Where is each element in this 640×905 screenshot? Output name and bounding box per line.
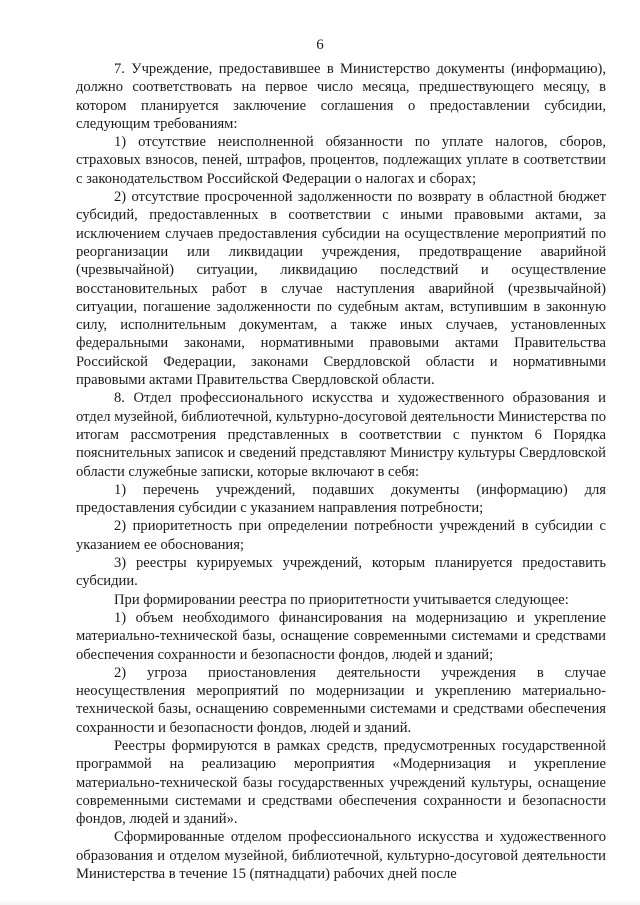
paragraph-clause-8-item-2: 2) приоритетность при определении потребности учреждений в субсидии с указанием ее обоснования; [76,518,606,553]
paragraph-registers: Реестры формируются в рамках средств, предусмотренных государственной программой на реализацию мероприятия «Модернизация и укрепление материально-технической базы государственных учреждений культуры, оснащение современными системами и средствами обеспечения сохранности и безопасности фондов, людей и зданий». [76,737,606,828]
paragraph-clause-8-item-1: 1) перечень учреждений, подавших документы (информацию) для предоставления субсидии с указанием направления потребности; [76,481,606,517]
document-body [76,60,606,883]
paragraph-formed-registers: Сформированные отделом профессионального искусства и художественного образования и отделом музейной, библиотечной, культурно-досуговой деятельности Министерства в течение 15 (пятнадцати) рабочих дней после [76,829,606,883]
paragraph-clause-8-item-3: 3) реестры курируемых учреждений, которым планируется предоставить субсидии. [76,555,606,590]
paragraph-priority-intro: При формировании реестра по приоритетности учитывается следующее: [114,591,569,608]
scan-bottom-edge [0,899,640,905]
paragraph-clause-7: 7. Учреждение, предоставившее в Министерство документы (информацию), должно соответствовать на первое число месяца, предшествующего месяцу, в котором планируется заключение соглашения о предоставлении субсидии, следующим требованиям: [76,61,606,132]
paragraph-clause-8: 8. Отдел профессионального искусства и художественного образования и отдел музейной, библиотечной, культурно-досуговой деятельности Министерства по итогам рассмотрения представленных в соответствии с пунктом 6 Порядка пояснительных записок и сведений представляют Министру культуры Свердловской области служебные записки, которые включают в себя: [76,390,606,480]
paragraph-clause-7-item-1: 1) отсутствие неисполненной обязанности по уплате налогов, сборов, страховых взносов, пеней, штрафов, процентов, подлежащих уплате в соответствии с законодательством Российской Федерации о налогах и сборах; [76,134,606,187]
paragraph-clause-7-item-2: 2) отсутствие просроченной задолженности по возврату в областной бюджет субсидий, предоставленных в соответствии с иными правовыми актами, за исключением случаев предоставления субсидии на осуществление мероприятий по реорганизации или ликвидации учреждения, предотвращение аварийной (чрезвычайной) ситуации, ликвидацию последствий и осуществление восстановительных работ в случае наступления аварийной (чрезвычайной) ситуации, погашение задолженности по судебным актам, вступившим в законную силу, исполнительным документам, а также иных случаев, установленных федеральными законами, нормативными правовыми актами Правительства Российской Федерации, законами Свердловской области и нормативными правовыми актами Правительства Свердловской области. [76,189,606,389]
paragraph-priority-item-1: 1) объем необходимого финансирования на модернизацию и укрепление материально-технической базы, оснащение современными системами и средствами обеспечения сохранности и безопасности фондов, людей и зданий; [76,609,606,663]
page-number: 6 [316,37,324,53]
paragraph-priority-item-2: 2) угроза приостановления деятельности учреждения в случае неосуществления мероприятий по модернизации и укреплению материально-технической базы, оснащению современными системами и средствами обеспечения сохранности и безопасности фондов, людей и зданий. [76,664,606,736]
